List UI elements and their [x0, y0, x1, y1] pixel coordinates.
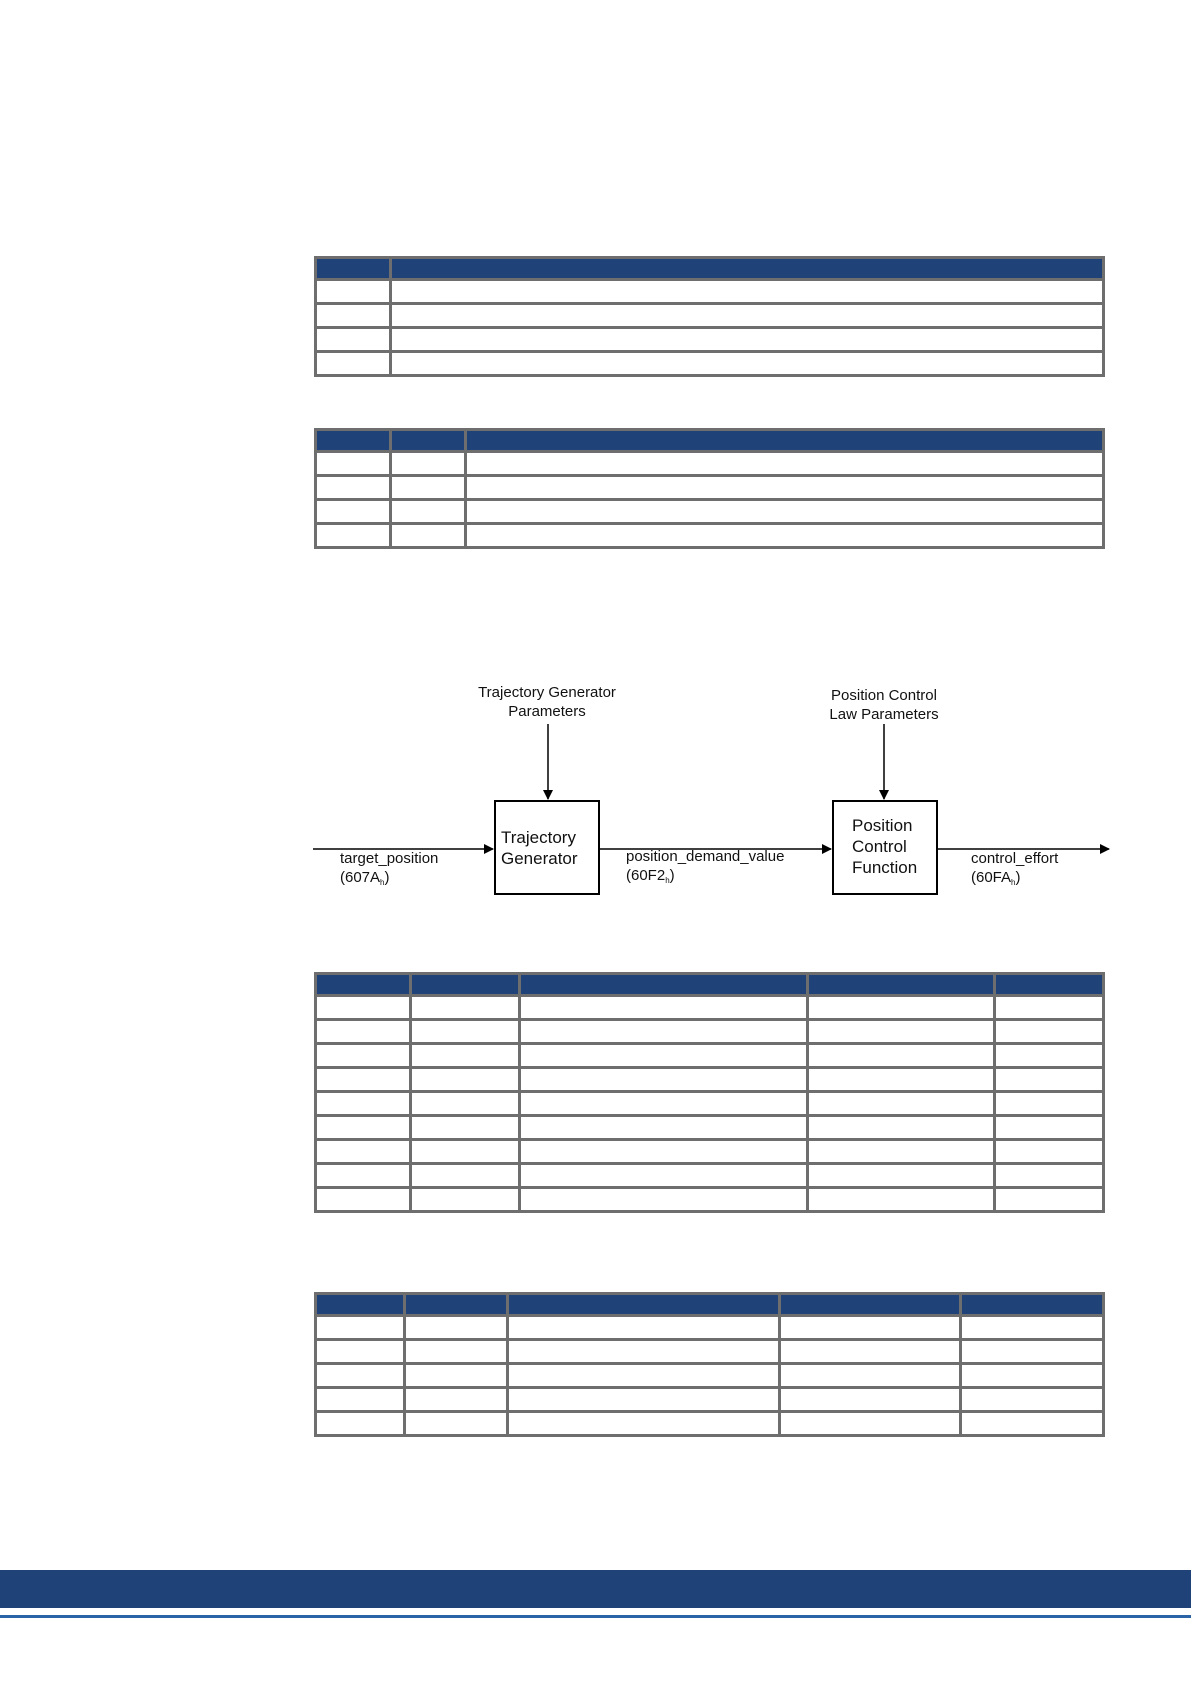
- control-params-label-line1: Position Control: [831, 687, 937, 704]
- position-control-line3: Function: [852, 858, 918, 877]
- table-row: [316, 352, 1104, 376]
- table-row: [316, 1140, 1104, 1164]
- table-row: [316, 1116, 1104, 1140]
- table-row: [316, 1316, 1104, 1340]
- table-row: [316, 500, 1104, 524]
- position-control-line1: Position: [852, 816, 913, 835]
- trajectory-generator-line1: Trajectory: [501, 828, 576, 847]
- table-row: [316, 1044, 1104, 1068]
- table-2: [314, 428, 1105, 549]
- table-header-row: [316, 1294, 1104, 1316]
- table-row: [316, 1020, 1104, 1044]
- trajectory-generator-block: [495, 801, 599, 894]
- table-row: [316, 1340, 1104, 1364]
- trajectory-params-label-line2: Parameters: [508, 703, 586, 720]
- footer-bar: [0, 1570, 1191, 1608]
- trajectory-params-label-line1: Trajectory Generator: [478, 684, 616, 701]
- table-row: [316, 1068, 1104, 1092]
- table-row: [316, 476, 1104, 500]
- table-row: [316, 996, 1104, 1020]
- table-3: [314, 972, 1105, 1213]
- mid-signal-name: position_demand_value: [626, 848, 785, 865]
- footer-divider: [0, 1615, 1191, 1618]
- table-header-row: [316, 430, 1104, 452]
- table-header-row: [316, 258, 1104, 280]
- trajectory-generator-line2: Generator: [501, 849, 578, 868]
- table-1: [314, 256, 1105, 377]
- table-row: [316, 1412, 1104, 1436]
- table-row: [316, 1364, 1104, 1388]
- table-header-row: [316, 974, 1104, 996]
- table-row: [316, 304, 1104, 328]
- table-row: [316, 1188, 1104, 1212]
- table-row: [316, 280, 1104, 304]
- output-signal-index: $(60FA_h)$: [971, 869, 1021, 887]
- table-row: [316, 328, 1104, 352]
- mid-signal-index: $(60F2_h)$: [626, 867, 675, 885]
- table-row: [316, 452, 1104, 476]
- input-signal-name: target_position: [340, 850, 439, 867]
- table-row: [316, 524, 1104, 548]
- table-row: [316, 1092, 1104, 1116]
- table-row: [316, 1164, 1104, 1188]
- control-params-label-line2: Law Parameters: [829, 706, 939, 723]
- input-signal-index: $(607A_h)$: [340, 869, 390, 887]
- table-row: [316, 1388, 1104, 1412]
- table-4: [314, 1292, 1105, 1437]
- output-signal-name: control_effort: [971, 850, 1059, 867]
- position-control-line2: Control: [852, 837, 907, 856]
- position-control-diagram: [300, 670, 1120, 910]
